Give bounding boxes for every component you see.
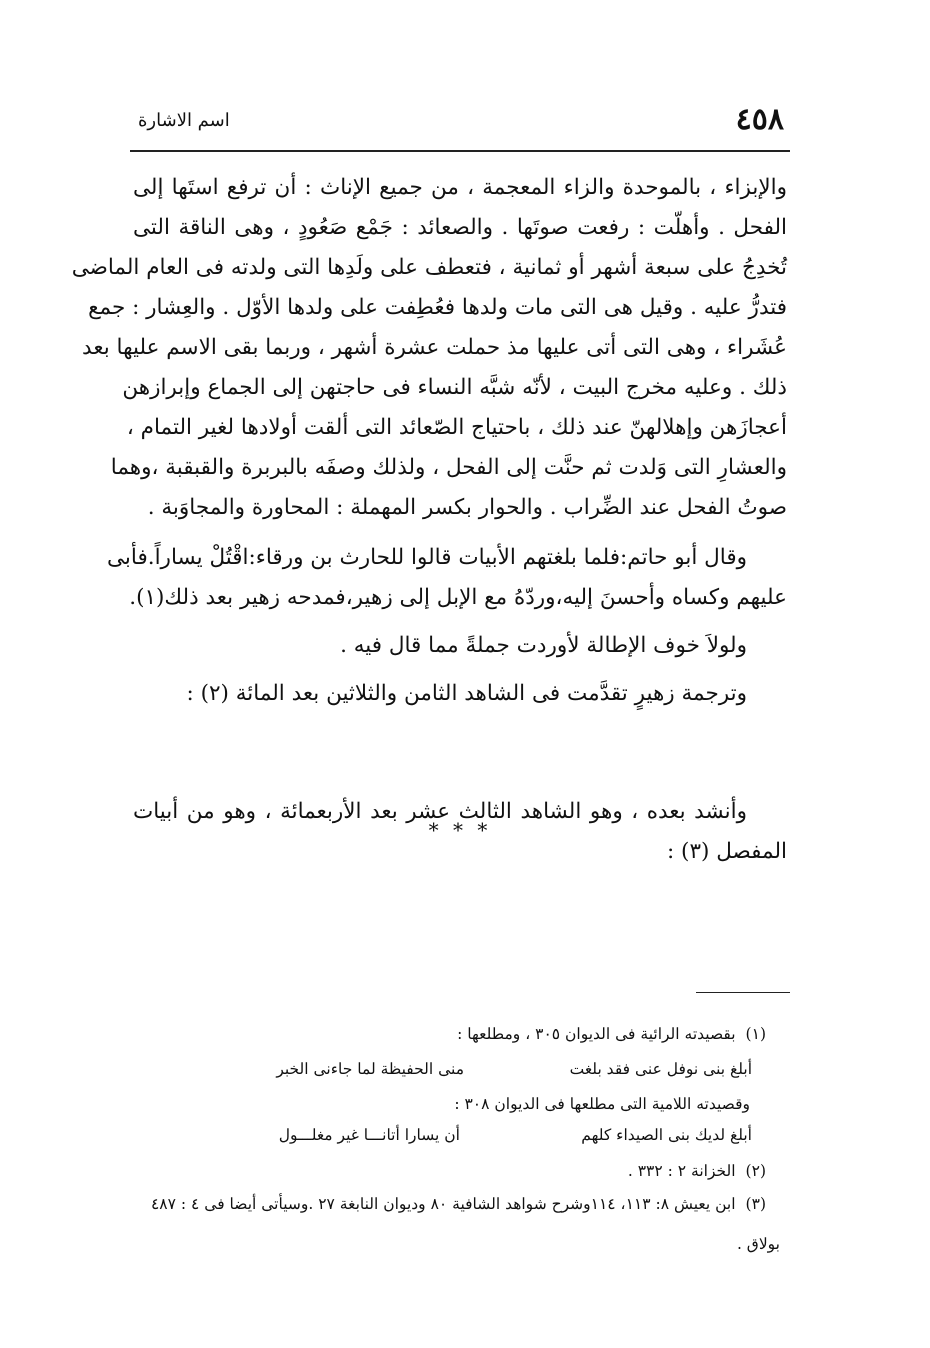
footnote-1-cont: وقصيدته اللامية التى مطلعها فى الديوان ٣٠٨ : (454, 1095, 750, 1113)
text-line: وقال أبو حاتم:فلما بلغتهم الأبيات قالوا للحارث بن ورقاء:اقْتُلْ يساراً.فأبى (107, 545, 747, 570)
text-line: أعجازَهن وإهلالهنّ عند ذلك ، باحتياج الصّعائد التى ألقت أولادها لغير التمام ، (126, 415, 787, 440)
text-line: وأنشد بعده ، وهو الشاهد الثالث عشر بعد الأربعمائة ، وهو من أبيات (133, 799, 747, 824)
verse-2a: أبلغ لديك بنى الصيداء كلهم (581, 1126, 752, 1144)
footnote-number: (٣) (745, 1195, 766, 1213)
text-line: فتدرُّ عليه . وقيل هى التى مات ولدها فعُطِفت على ولدها الأوّل . والعِشار : جمع (88, 295, 787, 320)
text-line: صوتُ الفحل عند الضِّراب . والحوار بكسر المهملة : المحاورة والمجاوَبة . (147, 495, 787, 520)
footnote-rule (696, 992, 790, 993)
text-line: والعشارِ التى وَلدت ثم حنَّت إلى الفحل ، ولذلك وصفَه بالبربرة والقبقبة ،وهما (110, 455, 787, 480)
footnote-text: ابن يعيش ٨: ١١٣، ١١٤وشرح شواهد الشافية ٨٠ وديوان النابغة ٢٧ .وسيأتى أيضا فى ٤ : ٤٨٧ (150, 1195, 736, 1213)
text-line: وترجمة زهيرٍ تقدَّمت فى الشاهد الثامن والثلاثين بعد المائة (٢) : (186, 681, 747, 706)
page-number: ٤٥٨ (735, 102, 784, 137)
verse-1a: أبلغ بنى نوفل عنى فقد بلغت (569, 1060, 752, 1078)
text-line: عليهم وكساه وأحسنَ إليه،وردّهُ مع الإبل إلى زهير،فمدحه زهير بعد ذلك(١). (129, 585, 787, 610)
running-title: اسم الاشارة (138, 110, 230, 131)
footnote-3-cont: بولاق . (736, 1235, 780, 1253)
footnote-text: بقصيدته الرائية فى الديوان ٣٠٥ ، ومطلعها : (457, 1025, 736, 1043)
footnote-number: (٢) (745, 1162, 766, 1180)
page-header (130, 102, 790, 152)
footnote-3 (86, 1190, 766, 1218)
section-separator: * * * (428, 818, 492, 842)
verse-1b: منى الحفيظة لما جاءنى الخبر (276, 1060, 464, 1078)
footnote-text: الخزانة ٢ : ٣٣٢ . (627, 1162, 736, 1180)
text-line: المفصل (٣) : (666, 839, 787, 864)
text-line: الفحل . وأهلّت : رفعت صوتَها . والصعائد : جَمْع صَعُودٍ ، وهى الناقة التى (133, 215, 787, 240)
text-line: تُخدِجُ على سبعة أشهر أو ثمانية ، فتعطف على ولَدِها التى ولدته فى العام الماضى (71, 255, 787, 280)
footnote-1 (112, 1020, 766, 1048)
verse-2b: أن يسارا أتانـــا غير مغلـــول (278, 1126, 460, 1144)
text-line: ولولاَ خوف الإطالة لأوردت جملةً مما قال فيه . (340, 633, 747, 658)
text-line: عُشَراء ، وهى التى أتى عليها مذ حملت عشرة أشهر ، وربما بقى الاسم عليها بعد (82, 335, 787, 360)
main-text (71, 168, 787, 872)
text-line: ذلك . وعليه مخرج البيت ، لأنّه شبَّه النساء فى حاجتهن إلى الجماع وإبرازهن (122, 375, 787, 400)
footnote-2 (112, 1157, 766, 1185)
footnote-number: (١) (745, 1025, 766, 1043)
text-line: والإبزاء ، بالموحدة والزاء المعجمة ، من جميع الإناث : أن ترفع استَها إلى (133, 175, 787, 200)
